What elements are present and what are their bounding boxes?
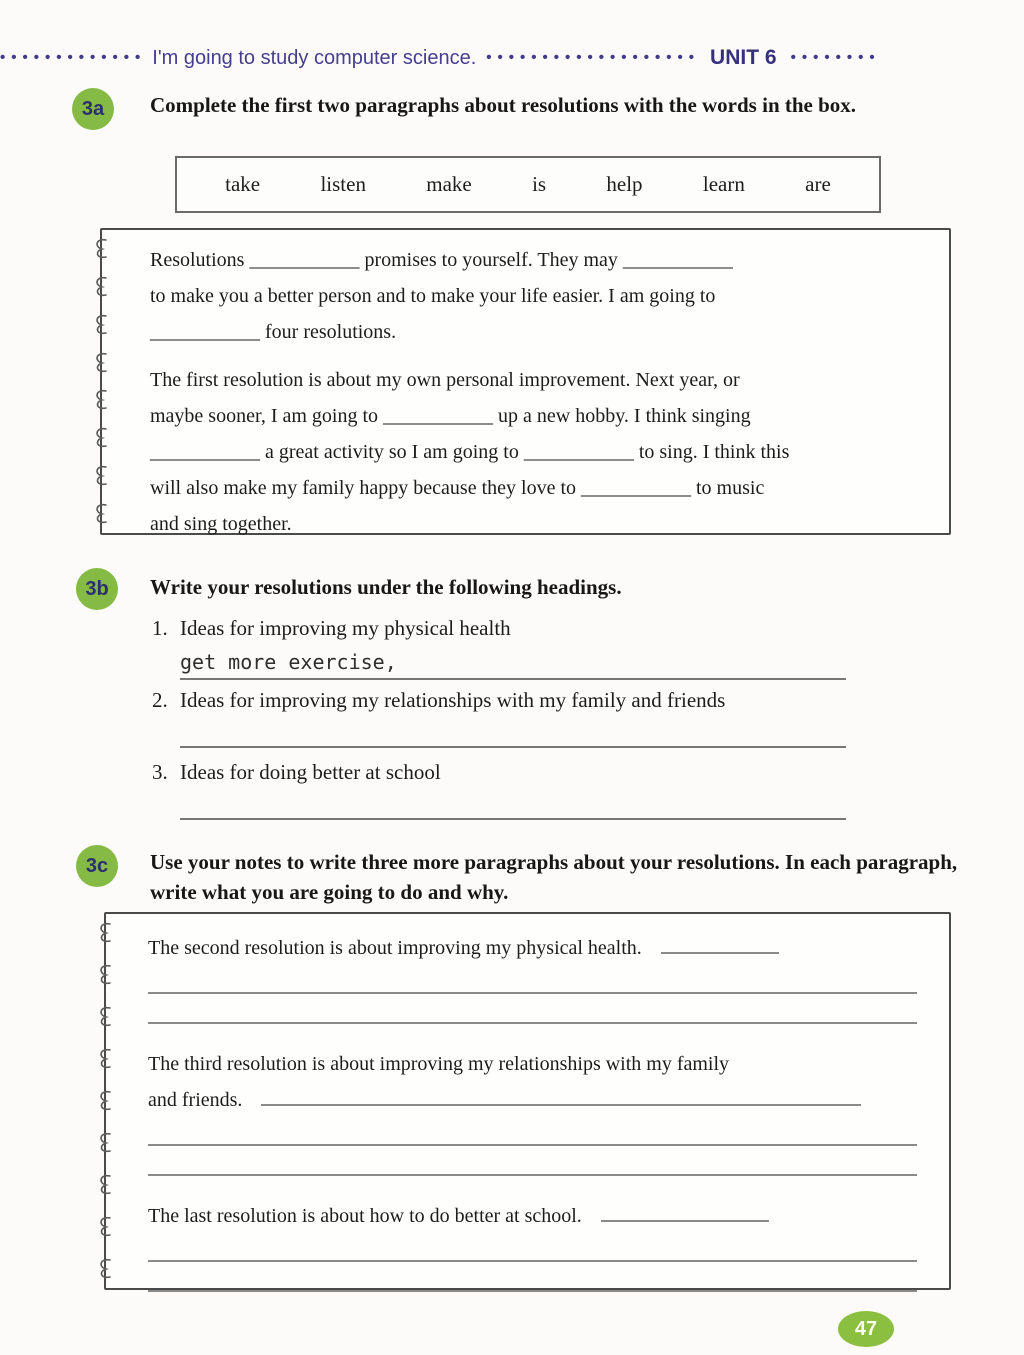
paragraph2-line: maybe sooner, I am going to ___________ up a new hobby. I think singing xyxy=(150,405,751,427)
spiral-loop-icon xyxy=(97,1174,113,1196)
paragraph1-line: Resolutions ___________ promises to yourself. They may ___________ xyxy=(150,249,733,271)
word-bank-item: is xyxy=(532,172,547,196)
spiral-binding xyxy=(97,922,113,1280)
header-dots-left: ••••••••••••• xyxy=(0,49,147,66)
word-bank-item: learn xyxy=(702,172,745,196)
blank-line xyxy=(261,1086,861,1106)
header-dots-middle: ••••••••••••••••••• xyxy=(486,49,701,66)
header-lesson-title: I'm going to study computer science. xyxy=(152,47,477,69)
word-bank-item: are xyxy=(805,172,831,196)
spiral-binding xyxy=(93,238,109,525)
page-number-badge: 47 xyxy=(838,1311,894,1347)
answer-line xyxy=(180,786,846,820)
section-3b-badge: 3b xyxy=(76,568,118,610)
spiral-loop-icon xyxy=(97,1048,113,1070)
answer-line xyxy=(148,1262,917,1292)
spiral-loop-icon xyxy=(93,352,109,374)
section-3a-badge: 3a xyxy=(72,88,114,130)
answer-line xyxy=(148,994,917,1024)
writing-paragraphs-box xyxy=(104,912,951,1290)
list-item-number: 3. xyxy=(152,760,168,784)
spiral-loop-icon xyxy=(93,465,109,487)
prompt-text: The last resolution is about how to do better at school. xyxy=(148,1205,582,1227)
paragraph2-line: will also make my family happy because they love to ___________ to music xyxy=(150,477,765,499)
list-item-text: Ideas for doing better at school xyxy=(180,760,441,784)
list-item-number: 2. xyxy=(152,688,168,712)
prompt-text: The second resolution is about improving my physical health. xyxy=(148,937,642,959)
section-3b-title: Write your resolutions under the following headings. xyxy=(150,575,622,599)
word-bank-item: help xyxy=(606,172,643,196)
spiral-loop-icon xyxy=(97,1006,113,1028)
spiral-loop-icon xyxy=(93,276,109,298)
prompt-text: and friends. xyxy=(148,1089,243,1111)
prompt-line xyxy=(148,1082,919,1118)
spiral-loop-icon xyxy=(93,389,109,411)
header-dots-right: •••••••• xyxy=(790,49,881,66)
word-bank-item: take xyxy=(225,172,261,196)
page-header xyxy=(0,40,1024,76)
section-3c-badge: 3c xyxy=(76,845,118,887)
blank-line xyxy=(661,934,779,954)
prompt-line xyxy=(148,1198,919,1234)
paragraph1-line: ___________ four resolutions. xyxy=(150,321,397,343)
header-unit-label: UNIT 6 xyxy=(710,46,777,69)
spiral-loop-icon xyxy=(93,503,109,525)
word-bank-box xyxy=(175,156,881,213)
spiral-loop-icon xyxy=(97,1258,113,1280)
answer-line xyxy=(148,966,917,994)
spiral-loop-icon xyxy=(97,1132,113,1154)
blank-line xyxy=(601,1202,769,1222)
spiral-loop-icon xyxy=(93,314,109,336)
spiral-loop-icon xyxy=(93,238,109,260)
spiral-loop-icon xyxy=(97,964,113,986)
list-item-text: Ideas for improving my physical health xyxy=(180,616,511,640)
paragraph1-line: to make you a better person and to make your life easier. I am going to xyxy=(150,285,716,307)
spiral-loop-icon xyxy=(93,427,109,449)
paragraph2-line: and sing together. xyxy=(150,513,292,535)
spiral-loop-icon xyxy=(97,1216,113,1238)
answer-line xyxy=(148,1146,917,1176)
spiral-loop-icon xyxy=(97,1090,113,1112)
paragraph2-line: The first resolution is about my own personal improvement. Next year, or xyxy=(150,369,740,391)
word-bank-item: listen xyxy=(320,172,366,196)
answer-line xyxy=(148,1234,917,1262)
fill-in-paragraphs-box xyxy=(100,228,951,535)
section-3a-title: Complete the first two paragraphs about resolutions with the words in the box. xyxy=(150,93,857,117)
answer-line xyxy=(148,1118,917,1146)
list-item-text: Ideas for improving my relationships with my family and friends xyxy=(180,688,726,712)
list-item-number: 1. xyxy=(152,616,168,640)
spiral-loop-icon xyxy=(97,922,113,944)
answer-line xyxy=(180,714,846,748)
prompt-line xyxy=(148,930,919,966)
paragraph2-line: ___________ a great activity so I am going to ___________ to sing. I think this xyxy=(150,441,790,463)
section-3c-title: Use your notes to write three more paragraphs about your resolutions. In each paragraph, write what you are going to do and why. xyxy=(150,850,958,904)
answer-line: get more exercise, xyxy=(180,646,846,680)
word-bank-item: make xyxy=(426,172,472,196)
prompt-line: The third resolution is about improving my relationships with my family xyxy=(148,1053,730,1075)
